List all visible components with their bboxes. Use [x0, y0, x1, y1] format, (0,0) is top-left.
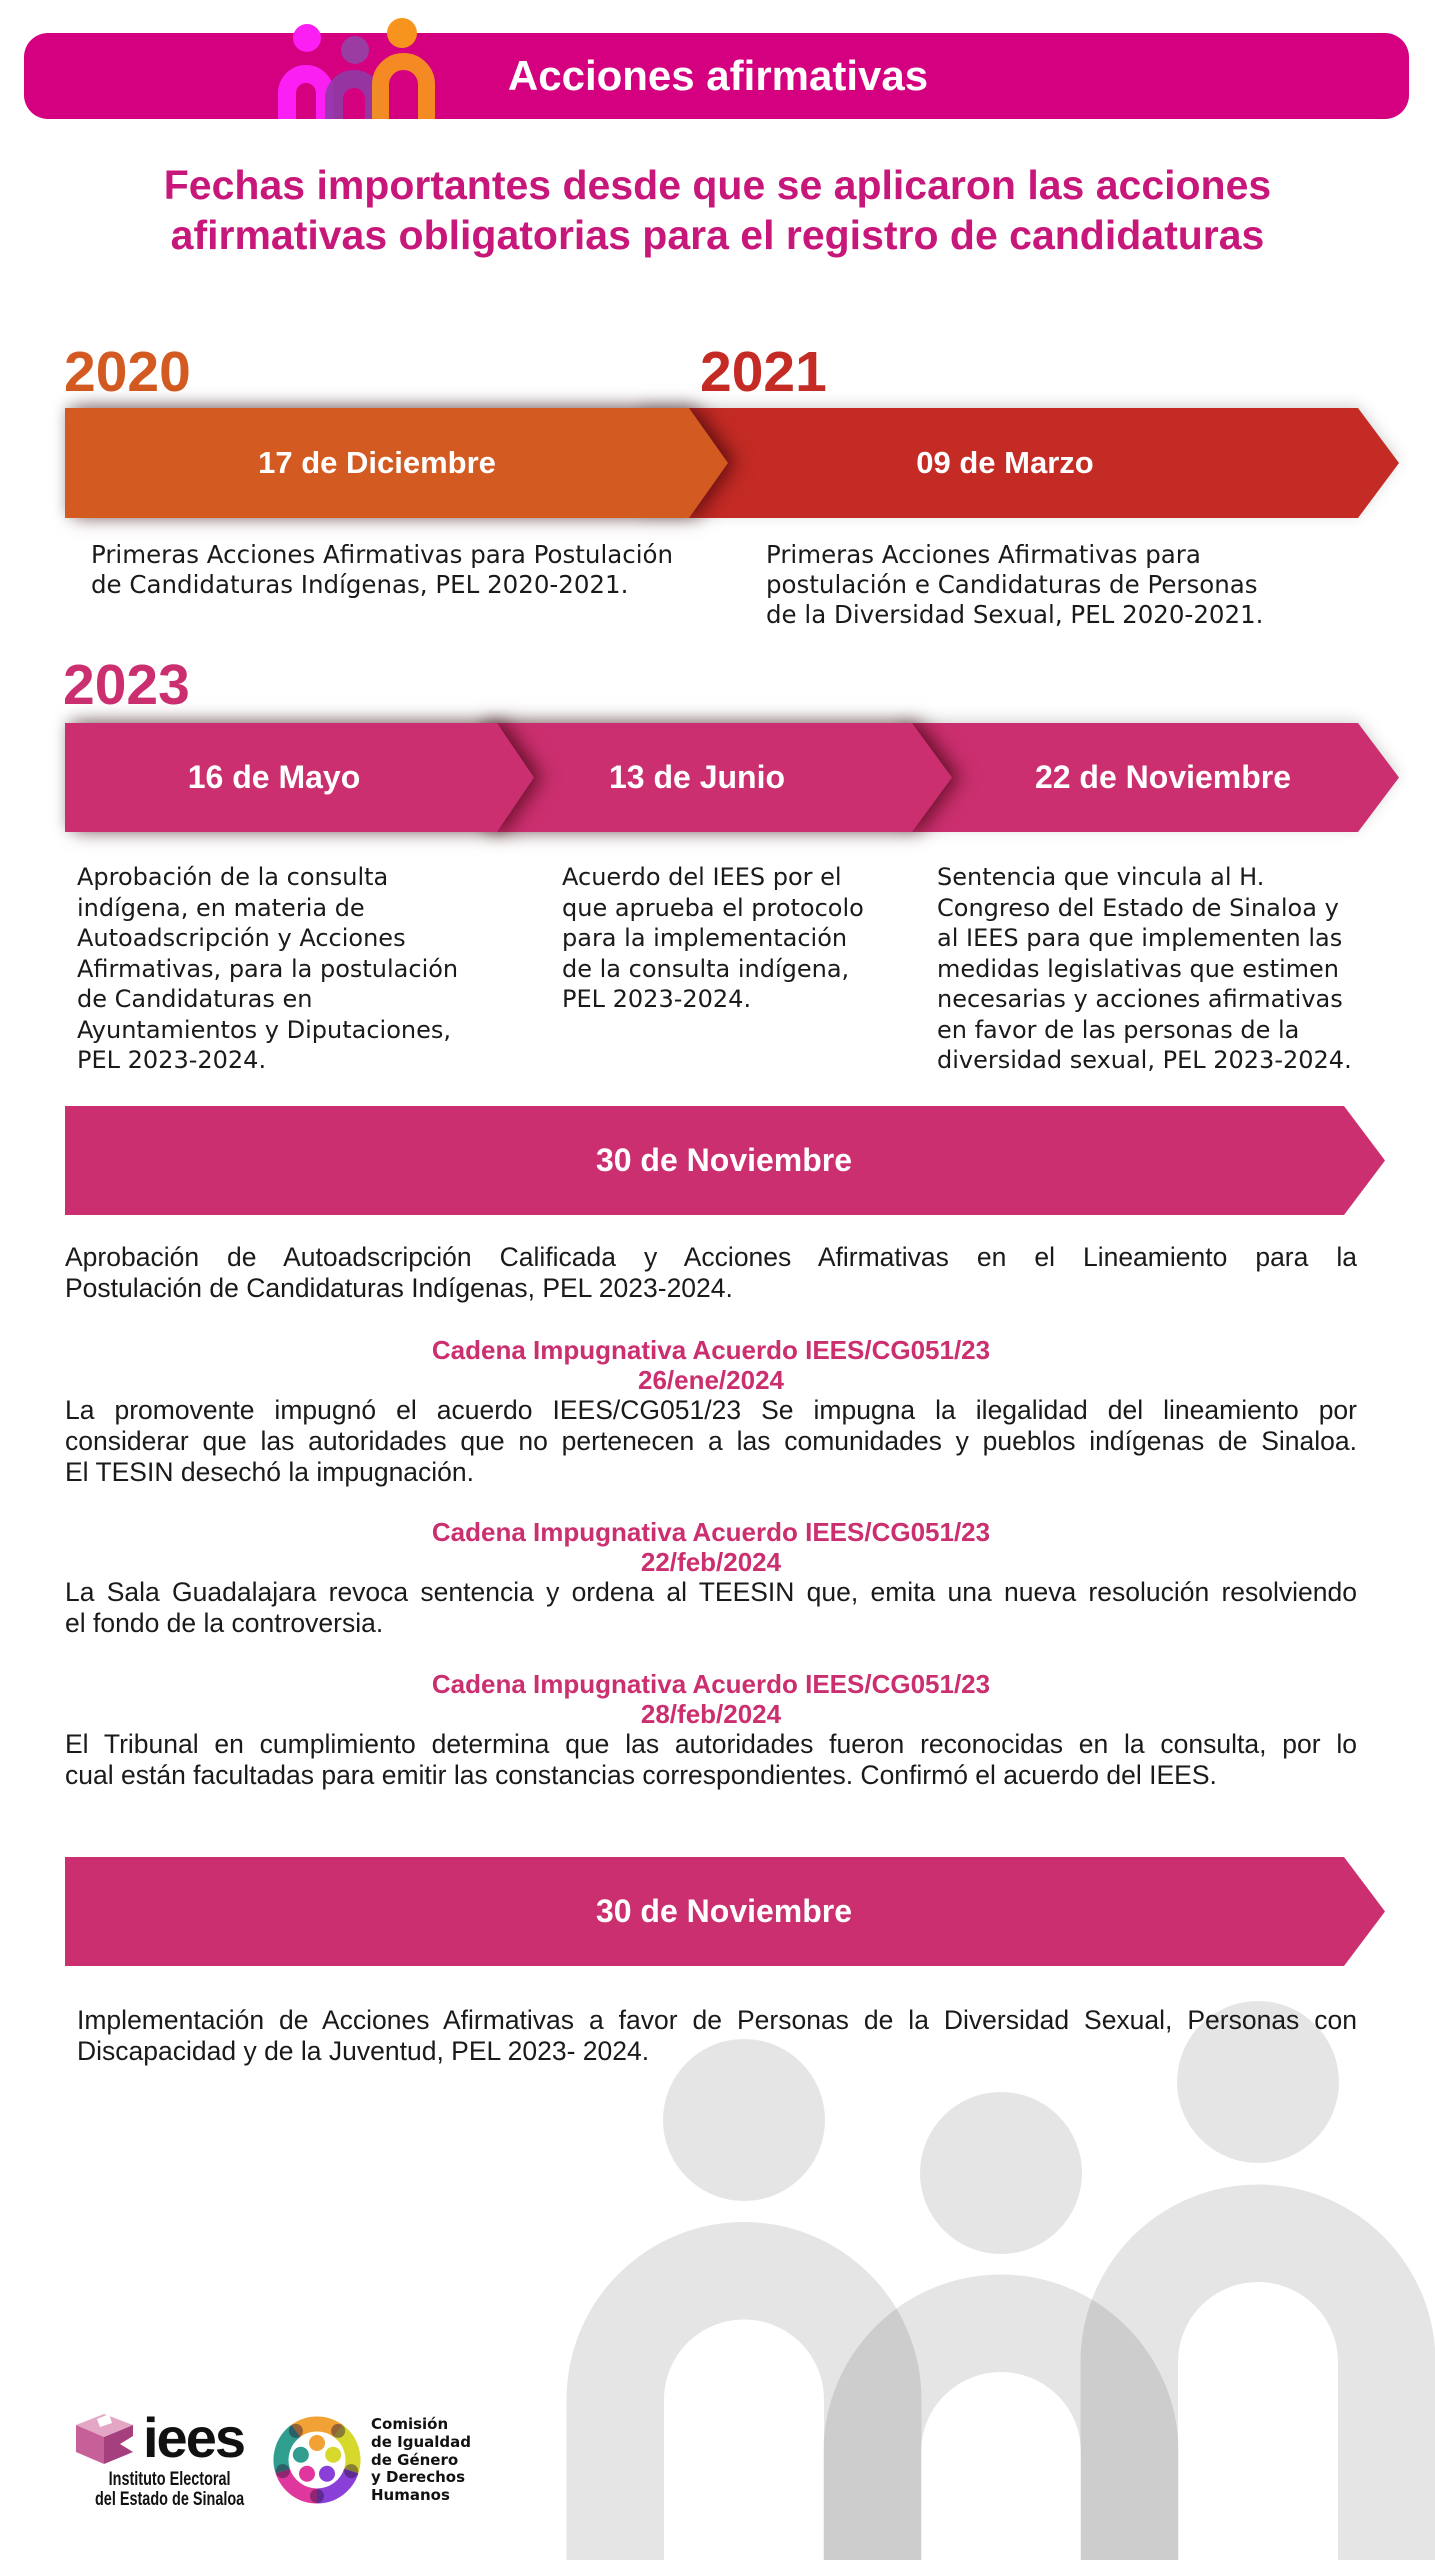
paragraph-line: El TESIN desechó la impugnación.: [65, 1457, 475, 1487]
description-line: Afirmativas, para la postulación: [77, 954, 459, 983]
paragraph-line: Postulación de Candidaturas Indígenas, PEL 2023-2024.: [65, 1273, 733, 1303]
date-arrow-16-mayo: [65, 723, 534, 832]
year-2023: 2023: [63, 653, 190, 717]
date-arrow-09-marzo: [640, 408, 1399, 518]
iees-name-line: del Estado de Sinaloa: [94, 2489, 245, 2510]
paragraph-line: el fondo de la controversia.: [65, 1608, 384, 1638]
arrow-date-label: 09 de Marzo: [916, 445, 1094, 480]
arrow-date-label: 22 de Noviembre: [1034, 759, 1292, 795]
description-line: diversidad sexual, PEL 2023-2024.: [937, 1046, 1352, 1074]
description-line: al IEES para que implementen las: [937, 924, 1343, 952]
date-arrow-30-noviembre-diversidad: [65, 1857, 1385, 1966]
event-paragraph: [65, 1242, 1357, 1304]
description-line: Ayuntamientos y Diputaciones,: [77, 1015, 451, 1044]
paragraph-line: La Sala Guadalajara revoca sentencia y ordena al TEESIN que, emita una nueva resolución resolviendo: [65, 1577, 1357, 1607]
arrow-date-label: 30 de Noviembre: [595, 1142, 853, 1178]
paragraph-line: El Tribunal en cumplimiento determina que las autoridades fueron reconocidas en la consulta, por lo: [65, 1729, 1357, 1759]
paragraph-line: considerar que las autoridades que no pertenecen a las comunidades y pueblos indígenas de Sinaloa.: [65, 1426, 1357, 1456]
circle-of-people-icon: [269, 2412, 365, 2508]
description-line: PEL 2023-2024.: [77, 1046, 267, 1074]
iees-logo-text: iees: [143, 2406, 244, 2469]
people-group-icon: [260, 10, 450, 120]
impugnation-chain-2: [65, 1517, 1357, 1639]
bg-figure-head-middle: [920, 2092, 1082, 2254]
chain-heading: Cadena Impugnativa Acuerdo IEES/CG051/23: [431, 1335, 991, 1365]
description-line: necesarias y acciones afirmativas: [937, 985, 1343, 1013]
paragraph-line: cual están facultadas para emitir las constancias correspondientes. Confirmó el acuerdo del IEES.: [65, 1760, 1217, 1790]
event-paragraph: [77, 2005, 1357, 2067]
commission-name-line: Comisión: [371, 2415, 449, 2433]
header-title: Acciones afirmativas: [507, 52, 929, 99]
event-description: [77, 862, 458, 1076]
commission-name-line: y Derechos: [371, 2468, 465, 2487]
description-line: Sentencia que vincula al H.: [937, 863, 1265, 891]
description-line: de Candidaturas en: [77, 985, 313, 1013]
paragraph-line: Aprobación de Autoadscripción Calificada y Acciones Afirmativas en el Lineamiento para la: [65, 1242, 1357, 1272]
chain-heading: Cadena Impugnativa Acuerdo IEES/CG051/23: [431, 1517, 991, 1547]
year-2021: 2021: [700, 340, 827, 404]
event-description: [766, 540, 1263, 630]
description-line: de la consulta indígena,: [562, 954, 850, 983]
date-arrow-13-junio: [480, 723, 952, 832]
impugnation-chain-3: [65, 1669, 1357, 1791]
description-line: de la Diversidad Sexual, PEL 2020-2021.: [766, 600, 1264, 629]
description-line: indígena, en materia de: [77, 893, 365, 922]
description-line: Primeras Acciones Afirmativas para Postulación: [91, 540, 674, 569]
date-arrow-30-noviembre-indigenas: [65, 1106, 1385, 1215]
page-title-line: afirmativas obligatorias para el registro de candidaturas: [170, 212, 1265, 258]
chain-date: 28/feb/2024: [640, 1699, 782, 1729]
description-line: para la implementación: [562, 924, 848, 952]
year-2020: 2020: [64, 340, 191, 404]
date-arrow-22-noviembre: [900, 723, 1399, 832]
commission-name: [371, 2416, 471, 2505]
commission-name-line: de Igualdad: [371, 2432, 471, 2451]
description-line: PEL 2023-2024.: [562, 985, 752, 1013]
bg-figure-body-right: [1129, 2233, 1387, 2560]
arrow-date-label: 30 de Noviembre: [595, 1893, 853, 1929]
description-line: Acuerdo del IEES por el: [562, 863, 842, 891]
chain-date: 22/feb/2024: [640, 1547, 782, 1577]
arrow-date-label: 17 de Diciembre: [258, 445, 496, 480]
event-description: [562, 862, 864, 1015]
event-description: [937, 862, 1352, 1076]
commission-name-line: de Género: [371, 2450, 459, 2469]
description-line: medidas legislativas que estimen: [937, 954, 1339, 983]
description-line: Autoadscripción y Acciones: [77, 924, 406, 952]
description-line: en favor de las personas de la: [937, 1015, 1300, 1044]
description-line: Primeras Acciones Afirmativas para: [766, 540, 1201, 569]
description-line: postulación e Candidaturas de Personas: [766, 570, 1258, 599]
page-title: [0, 160, 1435, 260]
paragraph-line: La promovente impugnó el acuerdo IEES/CG051/23 Se impugna la ilegalidad del lineamiento por: [65, 1395, 1357, 1425]
chain-date: 26/ene/2024: [637, 1365, 784, 1395]
description-line: que aprueba el protocolo: [562, 893, 864, 922]
ballot-box-icon: [76, 2413, 133, 2464]
iees-name-line: Instituto Electoral: [108, 2469, 231, 2490]
chain-heading: Cadena Impugnativa Acuerdo IEES/CG051/23: [431, 1669, 991, 1699]
arrow-date-label: 13 de Junio: [608, 759, 786, 795]
impugnation-chain-1: [65, 1335, 1357, 1488]
paragraph-line: Discapacidad y de la Juventud, PEL 2023- 2024.: [77, 2036, 650, 2066]
description-line: de Candidaturas Indígenas, PEL 2020-2021.: [91, 570, 629, 599]
event-description: [91, 540, 673, 600]
description-line: Congreso del Estado de Sinaloa y: [937, 893, 1339, 922]
arrow-date-label: 16 de Mayo: [187, 759, 361, 795]
date-arrow-17-diciembre: [65, 408, 728, 518]
commission-name-line: Humanos: [371, 2486, 450, 2505]
description-line: Aprobación de la consulta: [77, 863, 389, 891]
paragraph-line: Implementación de Acciones Afirmativas a favor de Personas de la Diversidad Sexual, Personas con: [77, 2005, 1357, 2035]
page-title-line: Fechas importantes desde que se aplicaron las acciones: [163, 162, 1272, 208]
